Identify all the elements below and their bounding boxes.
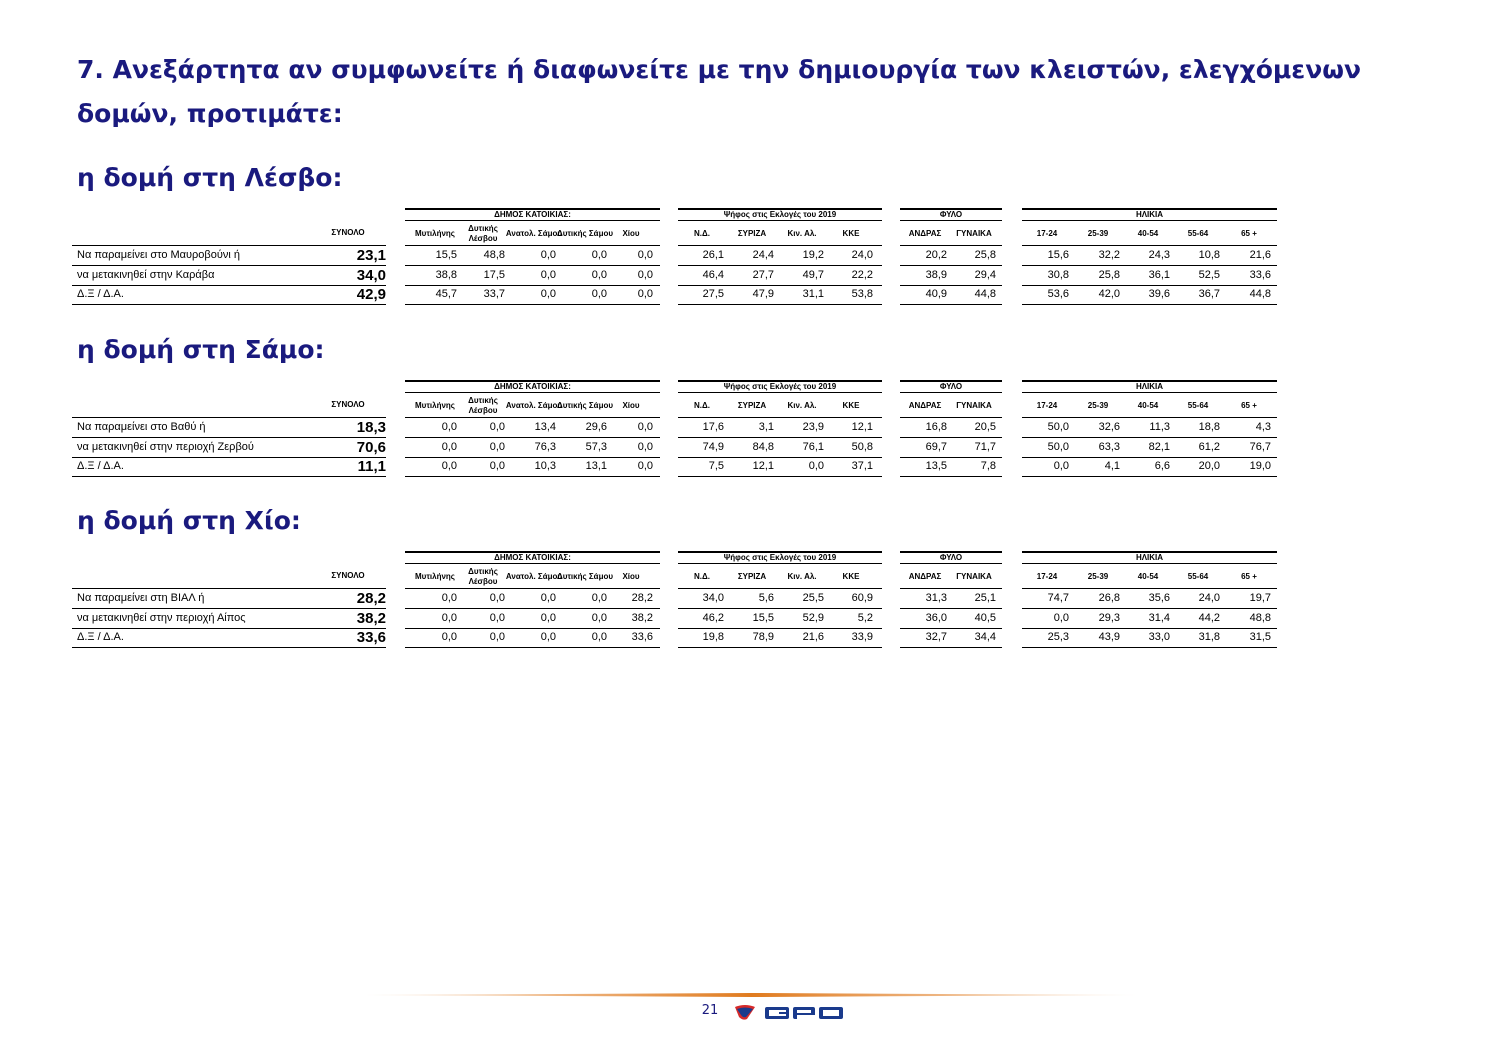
table-cell: 0,0 bbox=[540, 249, 556, 261]
row-rule bbox=[900, 647, 1002, 648]
table-cell: 0,0 bbox=[808, 460, 824, 472]
footer-divider bbox=[365, 993, 1137, 997]
table-cell: 74,7 bbox=[1047, 592, 1069, 604]
table-cell: 82,1 bbox=[1148, 440, 1170, 453]
column-header: ΑΝΔΡΑΣ bbox=[908, 401, 942, 410]
header-rule bbox=[405, 588, 660, 589]
column-header: Χίου bbox=[622, 572, 640, 581]
header-rule bbox=[72, 245, 386, 246]
row-rule bbox=[678, 437, 882, 438]
column-header: ΣΥΡΙΖΑ bbox=[737, 401, 767, 410]
row-rule bbox=[900, 608, 1002, 609]
table-cell: 0,0 bbox=[591, 288, 607, 300]
column-header: Δυτικής Σάμου bbox=[556, 572, 614, 581]
table-cell: 0,0 bbox=[540, 268, 556, 281]
group-header: ΗΛΙΚΙΑ bbox=[1022, 551, 1277, 564]
table-cell: 18,8 bbox=[1198, 421, 1220, 433]
row-rule bbox=[405, 304, 660, 305]
table-cell: 38,2 bbox=[631, 611, 653, 624]
table-cell: 33,6 bbox=[631, 631, 653, 643]
table-cell: 0,0 bbox=[540, 611, 556, 624]
table-cell: 0,0 bbox=[591, 249, 607, 261]
row-rule bbox=[1022, 608, 1277, 609]
column-header: Ν.Δ. bbox=[694, 229, 710, 238]
row-total: 70,6 bbox=[356, 438, 386, 456]
table-cell: 0,0 bbox=[489, 592, 505, 604]
table-cell: 25,8 bbox=[1098, 268, 1120, 281]
results-table bbox=[0, 380, 1500, 480]
table-cell: 52,9 bbox=[802, 611, 824, 624]
column-header: Μυτιλήνης bbox=[415, 401, 455, 410]
column-header: ΚΚΕ bbox=[842, 572, 860, 581]
column-header: 17-24 bbox=[1036, 229, 1058, 238]
row-rule bbox=[1022, 265, 1277, 266]
table-cell: 0,0 bbox=[1053, 611, 1069, 624]
table-cell: 28,2 bbox=[631, 592, 653, 604]
header-rule bbox=[678, 588, 882, 589]
table-cell: 50,8 bbox=[851, 440, 873, 453]
row-rule bbox=[1022, 304, 1277, 305]
column-header: Δυτικής Λέσβου bbox=[468, 567, 498, 586]
header-rule bbox=[1022, 417, 1277, 418]
column-header: 40-54 bbox=[1137, 401, 1159, 410]
header-rule bbox=[1022, 245, 1277, 246]
table-cell: 13,1 bbox=[585, 460, 607, 472]
table-cell: 0,0 bbox=[591, 611, 607, 624]
row-rule bbox=[1022, 437, 1277, 438]
table-cell: 6,6 bbox=[1154, 460, 1170, 472]
table-cell: 19,7 bbox=[1249, 592, 1271, 604]
column-header: ΣΥΡΙΖΑ bbox=[737, 229, 767, 238]
table-cell: 39,6 bbox=[1148, 288, 1170, 300]
column-header: ΑΝΔΡΑΣ bbox=[908, 229, 942, 238]
table-cell: 32,7 bbox=[925, 631, 947, 643]
table-cell: 17,5 bbox=[483, 268, 505, 281]
table-cell: 0,0 bbox=[637, 460, 653, 472]
table-cell: 47,9 bbox=[752, 288, 774, 300]
total-header: ΣΥΝΟΛΟ bbox=[331, 571, 365, 580]
table-cell: 71,7 bbox=[974, 440, 996, 453]
table-cell: 33,7 bbox=[483, 288, 505, 300]
table-cell: 45,7 bbox=[435, 288, 457, 300]
column-header: 65 + bbox=[1241, 229, 1257, 238]
group-header: Ψήφος στις Εκλογές του 2019 bbox=[678, 208, 882, 221]
table-cell: 29,4 bbox=[974, 268, 996, 281]
table-cell: 33,6 bbox=[1249, 268, 1271, 281]
header-rule bbox=[678, 245, 882, 246]
row-rule bbox=[900, 265, 1002, 266]
table-cell: 0,0 bbox=[637, 288, 653, 300]
row-label: Να παραμείνει στη ΒΙΑΛ ή bbox=[77, 592, 205, 604]
row-total: 38,2 bbox=[356, 609, 386, 627]
group-header: Ψήφος στις Εκλογές του 2019 bbox=[678, 380, 882, 393]
table-cell: 0,0 bbox=[637, 421, 653, 433]
table-cell: 24,0 bbox=[851, 249, 873, 261]
table-cell: 0,0 bbox=[591, 631, 607, 643]
table-cell: 31,8 bbox=[1198, 631, 1220, 643]
row-rule bbox=[1022, 476, 1277, 477]
table-cell: 0,0 bbox=[489, 440, 505, 453]
column-header: ΓΥΝΑΙΚΑ bbox=[956, 572, 992, 581]
row-label: Δ.Ξ / Δ.Α. bbox=[77, 631, 124, 643]
row-rule bbox=[678, 628, 882, 629]
table-cell: 10,8 bbox=[1198, 249, 1220, 261]
table-cell: 27,5 bbox=[702, 288, 724, 300]
row-rule bbox=[900, 304, 1002, 305]
table-cell: 12,1 bbox=[851, 421, 873, 433]
table-cell: 26,1 bbox=[702, 249, 724, 261]
table-cell: 53,8 bbox=[851, 288, 873, 300]
row-total: 42,9 bbox=[356, 286, 386, 303]
table-cell: 34,0 bbox=[702, 592, 724, 604]
row-total: 28,2 bbox=[356, 590, 386, 607]
table-cell: 0,0 bbox=[441, 631, 457, 643]
table-cell: 24,4 bbox=[752, 249, 774, 261]
table-cell: 31,4 bbox=[1148, 611, 1170, 624]
row-rule bbox=[405, 457, 660, 458]
section-title: η δομή στη Λέσβο: bbox=[77, 163, 343, 192]
column-header: 40-54 bbox=[1137, 229, 1159, 238]
table-cell: 19,2 bbox=[802, 249, 824, 261]
column-header: Δυτικής Λέσβου bbox=[468, 396, 498, 415]
row-total: 23,1 bbox=[356, 247, 386, 264]
table-cell: 0,0 bbox=[591, 592, 607, 604]
table-cell: 32,6 bbox=[1098, 421, 1120, 433]
table-cell: 22,2 bbox=[851, 268, 873, 281]
table-cell: 5,2 bbox=[857, 611, 873, 624]
row-label: Να παραμείνει στο Μαυροβούνι ή bbox=[77, 249, 241, 261]
header-rule bbox=[405, 245, 660, 246]
table-cell: 33,9 bbox=[851, 631, 873, 643]
table-cell: 0,0 bbox=[441, 460, 457, 472]
table-cell: 0,0 bbox=[441, 421, 457, 433]
table-cell: 0,0 bbox=[540, 288, 556, 300]
column-header: ΣΥΡΙΖΑ bbox=[737, 572, 767, 581]
table-cell: 24,0 bbox=[1198, 592, 1220, 604]
column-header: Χίου bbox=[622, 229, 640, 238]
table-cell: 23,9 bbox=[802, 421, 824, 433]
table-cell: 76,1 bbox=[802, 440, 824, 453]
row-rule bbox=[678, 647, 882, 648]
row-rule bbox=[678, 457, 882, 458]
column-header: Μυτιλήνης bbox=[415, 572, 455, 581]
row-rule bbox=[900, 476, 1002, 477]
section-title: η δομή στη Χίο: bbox=[77, 506, 301, 535]
table-cell: 36,1 bbox=[1148, 268, 1170, 281]
row-rule bbox=[72, 304, 386, 305]
row-rule bbox=[678, 476, 882, 477]
row-rule bbox=[405, 437, 660, 438]
row-label: να μετακινηθεί στην περιοχή Αίπος bbox=[77, 611, 246, 624]
column-header: Χίου bbox=[622, 401, 640, 410]
row-label: να μετακινηθεί στην περιοχή Ζερβού bbox=[77, 440, 254, 453]
table-cell: 48,8 bbox=[483, 249, 505, 261]
table-cell: 84,8 bbox=[752, 440, 774, 453]
table-cell: 20,5 bbox=[974, 421, 996, 433]
table-cell: 36,0 bbox=[925, 611, 947, 624]
table-cell: 29,3 bbox=[1098, 611, 1120, 624]
column-header: Δυτικής Σάμου bbox=[556, 401, 614, 410]
column-header: Μυτιλήνης bbox=[415, 229, 455, 238]
column-header: ΚΚΕ bbox=[842, 401, 860, 410]
table-cell: 0,0 bbox=[591, 268, 607, 281]
table-cell: 27,7 bbox=[752, 268, 774, 281]
column-header: 25-39 bbox=[1087, 229, 1109, 238]
table-cell: 44,8 bbox=[974, 288, 996, 300]
table-cell: 57,3 bbox=[585, 440, 607, 453]
table-cell: 24,3 bbox=[1148, 249, 1170, 261]
row-rule bbox=[678, 285, 882, 286]
table-cell: 63,3 bbox=[1098, 440, 1120, 453]
table-cell: 34,4 bbox=[974, 631, 996, 643]
row-rule bbox=[1022, 457, 1277, 458]
table-cell: 44,8 bbox=[1249, 288, 1271, 300]
table-cell: 15,5 bbox=[435, 249, 457, 261]
table-cell: 44,2 bbox=[1198, 611, 1220, 624]
table-cell: 19,0 bbox=[1249, 460, 1271, 472]
table-cell: 19,8 bbox=[702, 631, 724, 643]
table-cell: 35,6 bbox=[1148, 592, 1170, 604]
table-cell: 0,0 bbox=[489, 611, 505, 624]
table-cell: 3,1 bbox=[758, 421, 774, 433]
table-cell: 69,7 bbox=[925, 440, 947, 453]
row-label: Δ.Ξ / Δ.Α. bbox=[77, 288, 124, 300]
table-cell: 25,5 bbox=[802, 592, 824, 604]
table-cell: 17,6 bbox=[702, 421, 724, 433]
table-cell: 16,8 bbox=[925, 421, 947, 433]
gpo-logo bbox=[735, 1003, 847, 1023]
row-rule bbox=[678, 608, 882, 609]
table-cell: 0,0 bbox=[489, 631, 505, 643]
table-cell: 13,4 bbox=[534, 421, 556, 433]
column-header: 65 + bbox=[1241, 572, 1257, 581]
table-cell: 5,6 bbox=[758, 592, 774, 604]
row-total: 11,1 bbox=[357, 458, 386, 475]
header-rule bbox=[900, 588, 1002, 589]
table-cell: 38,8 bbox=[435, 268, 457, 281]
column-header: Ανατολ. Σάμου bbox=[505, 572, 563, 581]
table-cell: 33,0 bbox=[1148, 631, 1170, 643]
table-cell: 15,6 bbox=[1047, 249, 1069, 261]
row-label: Να παραμείνει στο Βαθύ ή bbox=[77, 421, 206, 433]
table-cell: 40,5 bbox=[974, 611, 996, 624]
table-cell: 52,5 bbox=[1198, 268, 1220, 281]
row-total: 33,6 bbox=[356, 629, 386, 646]
table-cell: 30,8 bbox=[1047, 268, 1069, 281]
table-cell: 36,7 bbox=[1198, 288, 1220, 300]
table-cell: 0,0 bbox=[540, 592, 556, 604]
row-rule bbox=[1022, 285, 1277, 286]
section-title: η δομή στη Σάμο: bbox=[77, 335, 325, 364]
header-rule bbox=[72, 588, 386, 589]
table-cell: 60,9 bbox=[851, 592, 873, 604]
table-cell: 7,8 bbox=[980, 460, 996, 472]
row-rule bbox=[72, 647, 386, 648]
table-cell: 0,0 bbox=[1053, 460, 1069, 472]
table-cell: 20,0 bbox=[1198, 460, 1220, 472]
table-cell: 37,1 bbox=[851, 460, 873, 472]
column-header: Κιν. Αλ. bbox=[787, 401, 817, 410]
column-header: Δυτικής Λέσβου bbox=[468, 224, 498, 243]
table-cell: 49,7 bbox=[802, 268, 824, 281]
table-cell: 25,3 bbox=[1047, 631, 1069, 643]
group-header: ΗΛΙΚΙΑ bbox=[1022, 380, 1277, 393]
results-table bbox=[0, 551, 1500, 651]
table-cell: 21,6 bbox=[802, 631, 824, 643]
column-header: 55-64 bbox=[1187, 401, 1209, 410]
row-rule bbox=[678, 304, 882, 305]
table-cell: 0,0 bbox=[540, 631, 556, 643]
column-header: Κιν. Αλ. bbox=[787, 229, 817, 238]
group-header: ΔΗΜΟΣ ΚΑΤΟΙΚΙΑΣ: bbox=[405, 380, 660, 393]
table-cell: 40,9 bbox=[925, 288, 947, 300]
page-title: 7. Ανεξάρτητα αν συμφωνείτε ή διαφωνείτε με την δημιουργία των κλειστών, ελεγχόμενων δομών, προτιμάτε: bbox=[77, 55, 1361, 128]
row-rule bbox=[405, 285, 660, 286]
header-rule bbox=[72, 417, 386, 418]
group-header: Ψήφος στις Εκλογές του 2019 bbox=[678, 551, 882, 564]
table-cell: 46,2 bbox=[702, 611, 724, 624]
column-header: ΑΝΔΡΑΣ bbox=[908, 572, 942, 581]
table-cell: 31,1 bbox=[802, 288, 824, 300]
table-cell: 13,5 bbox=[925, 460, 947, 472]
row-total: 18,3 bbox=[356, 419, 386, 436]
table-cell: 25,8 bbox=[974, 249, 996, 261]
column-header: Ανατολ. Σάμου bbox=[505, 401, 563, 410]
row-rule bbox=[405, 628, 660, 629]
table-cell: 0,0 bbox=[489, 421, 505, 433]
table-cell: 78,9 bbox=[752, 631, 774, 643]
table-cell: 76,3 bbox=[534, 440, 556, 453]
group-header: ΦΥΛΟ bbox=[900, 208, 1002, 221]
table-cell: 43,9 bbox=[1098, 631, 1120, 643]
row-rule bbox=[900, 457, 1002, 458]
row-rule bbox=[1022, 647, 1277, 648]
group-header: ΦΥΛΟ bbox=[900, 551, 1002, 564]
column-header: 55-64 bbox=[1187, 572, 1209, 581]
table-cell: 50,0 bbox=[1047, 421, 1069, 433]
table-cell: 29,6 bbox=[585, 421, 607, 433]
table-cell: 53,6 bbox=[1047, 288, 1069, 300]
table-cell: 4,1 bbox=[1104, 460, 1120, 472]
column-header: 25-39 bbox=[1087, 572, 1109, 581]
table-cell: 11,3 bbox=[1149, 421, 1170, 433]
table-cell: 25,1 bbox=[974, 592, 996, 604]
column-header: ΓΥΝΑΙΚΑ bbox=[956, 401, 992, 410]
page-number: 21 bbox=[701, 1003, 719, 1018]
row-rule bbox=[900, 628, 1002, 629]
column-header: 65 + bbox=[1241, 401, 1257, 410]
row-rule bbox=[405, 647, 660, 648]
column-header: 25-39 bbox=[1087, 401, 1109, 410]
column-header: Ανατολ. Σάμου bbox=[505, 229, 563, 238]
column-header: Δυτικής Σάμου bbox=[556, 229, 614, 238]
table-cell: 0,0 bbox=[637, 440, 653, 453]
table-cell: 0,0 bbox=[489, 460, 505, 472]
row-rule bbox=[405, 265, 660, 266]
total-header: ΣΥΝΟΛΟ bbox=[331, 400, 365, 409]
table-cell: 20,2 bbox=[925, 249, 947, 261]
group-header: ΦΥΛΟ bbox=[900, 380, 1002, 393]
column-header: Ν.Δ. bbox=[694, 572, 710, 581]
column-header: 55-64 bbox=[1187, 229, 1209, 238]
table-cell: 10,3 bbox=[534, 460, 556, 472]
table-cell: 31,3 bbox=[925, 592, 947, 604]
table-cell: 12,1 bbox=[752, 460, 774, 472]
header-rule bbox=[678, 417, 882, 418]
column-header: ΚΚΕ bbox=[842, 229, 860, 238]
header-rule bbox=[900, 417, 1002, 418]
row-rule bbox=[405, 476, 660, 477]
row-rule bbox=[1022, 628, 1277, 629]
table-cell: 74,9 bbox=[702, 440, 724, 453]
table-cell: 31,5 bbox=[1249, 631, 1271, 643]
table-cell: 0,0 bbox=[637, 268, 653, 281]
total-header: ΣΥΝΟΛΟ bbox=[331, 228, 365, 237]
group-header: ΔΗΜΟΣ ΚΑΤΟΙΚΙΑΣ: bbox=[405, 551, 660, 564]
results-table bbox=[0, 208, 1500, 308]
row-rule bbox=[72, 476, 386, 477]
row-rule bbox=[678, 265, 882, 266]
table-cell: 21,6 bbox=[1249, 249, 1271, 261]
table-cell: 32,2 bbox=[1098, 249, 1120, 261]
column-header: Κιν. Αλ. bbox=[787, 572, 817, 581]
row-label: Δ.Ξ / Δ.Α. bbox=[77, 460, 124, 472]
table-cell: 76,7 bbox=[1249, 440, 1271, 453]
row-rule bbox=[900, 437, 1002, 438]
table-cell: 15,5 bbox=[752, 611, 774, 624]
table-cell: 0,0 bbox=[637, 249, 653, 261]
row-total: 34,0 bbox=[356, 266, 386, 284]
table-cell: 48,8 bbox=[1249, 611, 1271, 624]
table-cell: 61,2 bbox=[1198, 440, 1220, 453]
table-cell: 0,0 bbox=[441, 611, 457, 624]
column-header: 40-54 bbox=[1137, 572, 1159, 581]
table-cell: 0,0 bbox=[441, 592, 457, 604]
header-rule bbox=[1022, 588, 1277, 589]
row-rule bbox=[405, 608, 660, 609]
table-cell: 42,0 bbox=[1098, 288, 1120, 300]
header-rule bbox=[405, 417, 660, 418]
group-header: ΗΛΙΚΙΑ bbox=[1022, 208, 1277, 221]
table-cell: 7,5 bbox=[708, 460, 724, 472]
table-cell: 46,4 bbox=[702, 268, 724, 281]
table-cell: 4,3 bbox=[1255, 421, 1271, 433]
table-cell: 26,8 bbox=[1098, 592, 1120, 604]
table-cell: 38,9 bbox=[925, 268, 947, 281]
column-header: Ν.Δ. bbox=[694, 401, 710, 410]
column-header: 17-24 bbox=[1036, 572, 1058, 581]
header-rule bbox=[900, 245, 1002, 246]
row-rule bbox=[900, 285, 1002, 286]
row-label: να μετακινηθεί στην Καράβα bbox=[77, 268, 215, 281]
group-header: ΔΗΜΟΣ ΚΑΤΟΙΚΙΑΣ: bbox=[405, 208, 660, 221]
column-header: 17-24 bbox=[1036, 401, 1058, 410]
column-header: ΓΥΝΑΙΚΑ bbox=[956, 229, 992, 238]
table-cell: 0,0 bbox=[441, 440, 457, 453]
table-cell: 50,0 bbox=[1047, 440, 1069, 453]
